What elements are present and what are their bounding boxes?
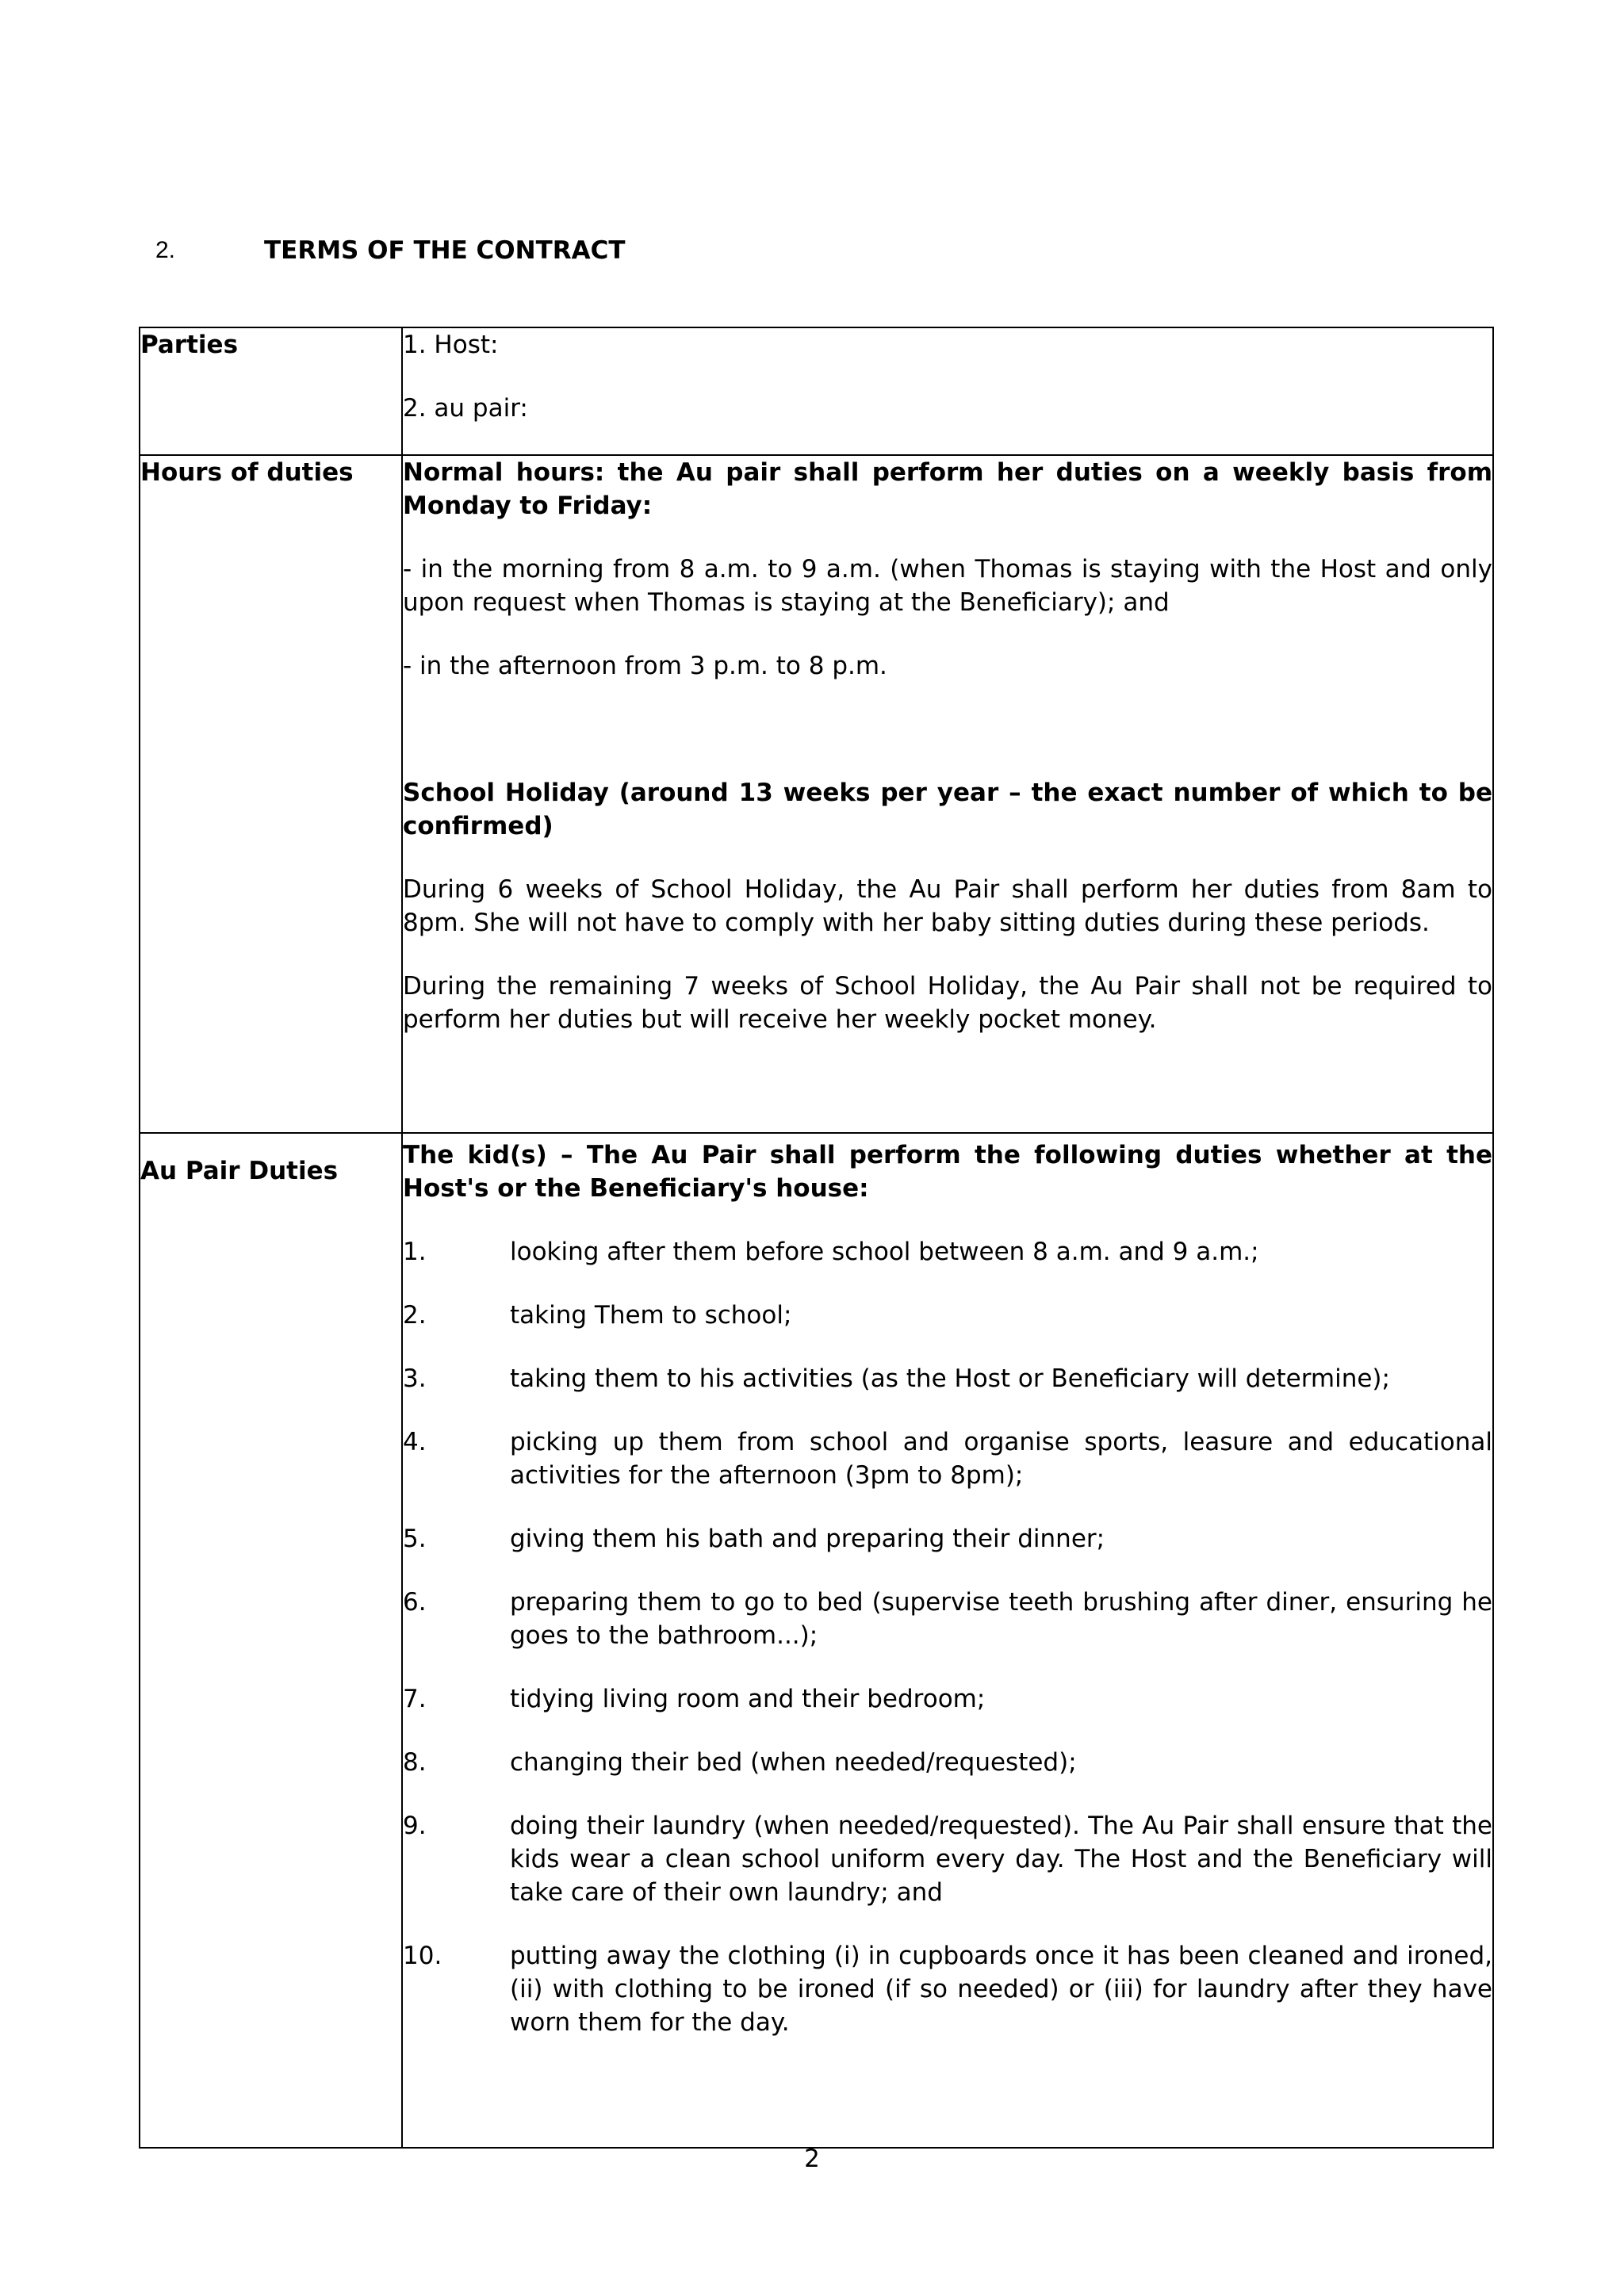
list-item	[403, 1682, 1492, 1716]
list-item	[403, 1586, 1492, 1652]
list-item	[403, 1362, 1492, 1395]
duties-content	[402, 1133, 1493, 2148]
list-item-text: looking after them before school between 8 a.m. and 9 a.m.;	[510, 1238, 1259, 1266]
list-item	[403, 1522, 1492, 1556]
list-item	[403, 1746, 1492, 1779]
list-item-number: 2.	[403, 1301, 427, 1330]
duties-heading: The kid(s) – The Au Pair shall perform the following duties whether at the Host's or the Beneficiary's house:	[403, 1141, 1492, 1203]
school-holiday-heading: School Holiday (around 13 weeks per year – the exact number of which to be confirmed)	[403, 779, 1492, 840]
parties-label: Parties	[140, 327, 402, 455]
list-item-number: 4.	[403, 1428, 427, 1456]
normal-hours-heading: Normal hours: the Au pair shall perform her duties on a weekly basis from Monday to Friday:	[403, 458, 1492, 520]
list-item-text: tidying living room and their bedroom;	[510, 1685, 986, 1713]
list-item-text: picking up them from school and organise sports, leasure and educational activities for the afternoon (3pm to 8pm);	[510, 1428, 1492, 1490]
parties-content	[402, 327, 1493, 455]
afternoon-hours: - in the afternoon from 3 p.m. to 8 p.m.	[403, 652, 887, 680]
table-row-hours	[140, 455, 1493, 1133]
school-holiday-paragraph-1: During 6 weeks of School Holiday, the Au Pair shall perform her duties from 8am to 8pm. She will not have to comply with her baby sitting duties during these periods.	[403, 875, 1492, 937]
list-item-number: 10.	[403, 1942, 442, 1970]
duties-label: Au Pair Duties	[140, 1133, 402, 2148]
section-title: TERMS OF THE CONTRACT	[264, 236, 626, 265]
list-item-text: putting away the clothing (i) in cupboards once it has been cleaned and ironed, (ii) with clothing to be ironed (if so needed) or (iii) for laundry after they have worn them for the day.	[510, 1942, 1492, 2037]
morning-hours: - in the morning from 8 a.m. to 9 a.m. (when Thomas is staying with the Host and only upon request when Thomas is staying at the Beneficiary); and	[403, 555, 1492, 617]
table-row-parties	[140, 327, 1493, 455]
list-item-number: 5.	[403, 1525, 427, 1553]
section-number: 2.	[155, 237, 176, 263]
list-item	[403, 1809, 1492, 1909]
list-item-number: 9.	[403, 1812, 427, 1840]
list-item-number: 8.	[403, 1748, 427, 1777]
list-item-text: changing their bed (when needed/requested);	[510, 1748, 1077, 1777]
party-au-pair: 2. au pair:	[403, 394, 528, 423]
list-item	[403, 1235, 1492, 1269]
list-item-text: taking them to his activities (as the Host or Beneficiary will determine);	[510, 1364, 1390, 1393]
list-item-number: 7.	[403, 1685, 427, 1713]
contract-terms-table	[139, 327, 1494, 2149]
list-item-number: 3.	[403, 1364, 427, 1393]
section-heading	[155, 235, 626, 266]
hours-label: Hours of duties	[140, 455, 402, 1133]
school-holiday-paragraph-2: During the remaining 7 weeks of School Holiday, the Au Pair shall not be required to perform her duties but will receive her weekly pocket money.	[403, 972, 1492, 1034]
page-number: 2	[804, 2145, 820, 2173]
list-item	[403, 1299, 1492, 1332]
list-item-text: taking Them to school;	[510, 1301, 792, 1330]
duties-list	[403, 1235, 1492, 2039]
party-host: 1. Host:	[403, 331, 499, 359]
list-item	[403, 1939, 1492, 2039]
list-item-number: 6.	[403, 1588, 427, 1617]
hours-content	[402, 455, 1493, 1133]
list-item	[403, 1425, 1492, 1492]
list-item-text: doing their laundry (when needed/requested). The Au Pair shall ensure that the kids wear a clean school uniform every day. The Host and the Beneficiary will take care of their own laundry; and	[510, 1812, 1492, 1907]
list-item-text: giving them his bath and preparing their dinner;	[510, 1525, 1105, 1553]
list-item-text: preparing them to go to bed (supervise teeth brushing after diner, ensuring he goes to the bathroom...);	[510, 1588, 1492, 1650]
table-row-duties	[140, 1133, 1493, 2148]
list-item-number: 1.	[403, 1238, 427, 1266]
